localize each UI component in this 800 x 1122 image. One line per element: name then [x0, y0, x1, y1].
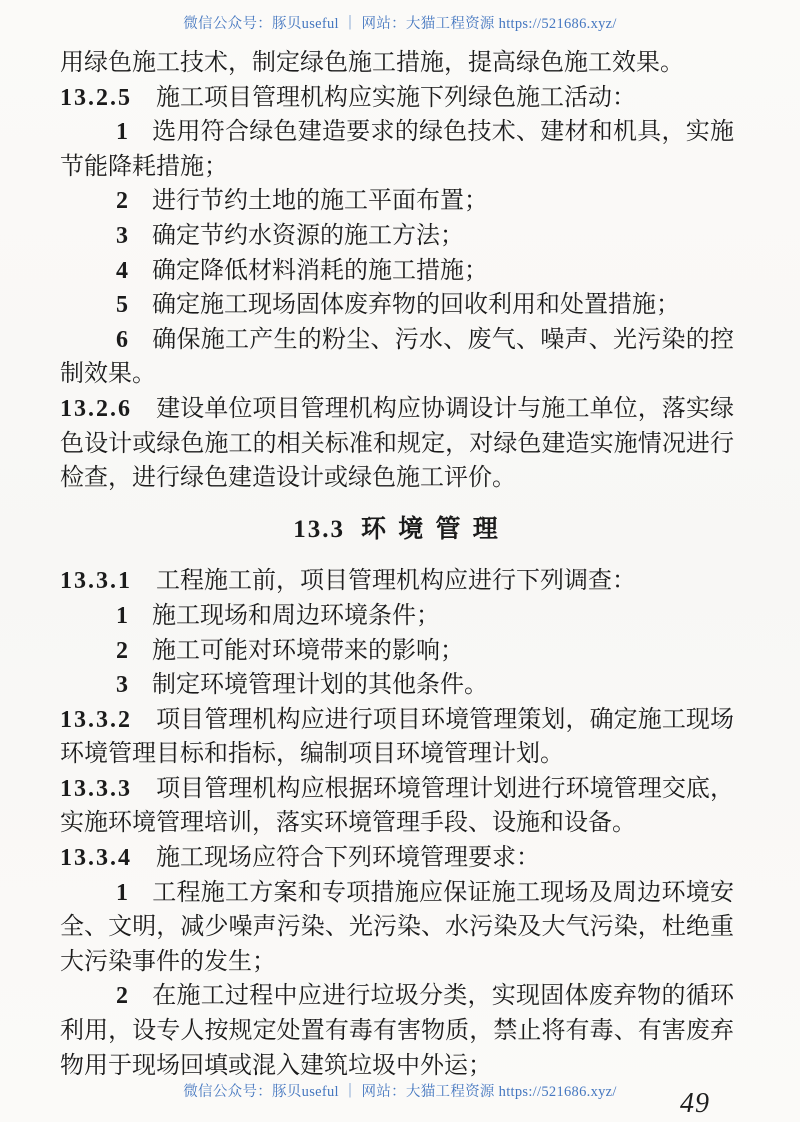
paragraph-text: 在施工过程中应进行垃圾分类，实现固体废弃物的循环利用，设专人按规定处置有毒有害物质，禁止将有毒、有害废弃物用于现场回填或混入建筑垃圾中外运；	[60, 983, 734, 1079]
paragraph-text: 施工现场和周边环境条件；	[152, 602, 440, 629]
clause-number: 13.3.1	[60, 568, 132, 595]
document-body	[60, 46, 734, 1083]
clause-paragraph	[60, 772, 734, 841]
list-item-paragraph	[60, 876, 734, 980]
paragraph-text: 项目管理机构应进行项目环境管理策划，确定施工现场环境管理目标和指标，编制项目环境管理计划。	[60, 706, 734, 768]
list-item-paragraph	[60, 219, 734, 254]
paragraph-text: 进行节约土地的施工平面布置；	[152, 188, 488, 215]
clause-number: 13.3.2	[60, 706, 132, 733]
list-item-paragraph	[60, 254, 734, 289]
continuation-paragraph	[60, 46, 734, 81]
paragraph-text: 制定环境管理计划的其他条件。	[152, 672, 488, 699]
footer-watermark-link[interactable]: 微信公众号：豚贝useful ｜ 网站：大猫工程资源 https://521686.xyz/	[183, 1084, 617, 1100]
item-number: 2	[116, 637, 130, 664]
paragraph-text: 建设单位项目管理机构应协调设计与施工单位，落实绿色设计或绿色施工的相关标准和规定，对绿色建造实施情况进行检查，进行绿色建造设计或绿色施工评价。	[60, 395, 734, 492]
item-number: 1	[116, 119, 130, 146]
section-title: 环 境 管 理	[360, 515, 501, 543]
clause-number: 13.2.5	[60, 84, 132, 111]
item-number: 1	[116, 879, 130, 906]
list-item-paragraph	[60, 288, 734, 323]
paragraph-text: 确定降低材料消耗的施工措施；	[152, 257, 488, 284]
item-number: 1	[116, 602, 130, 629]
clause-paragraph	[60, 81, 734, 116]
paragraph-text: 工程施工前，项目管理机构应进行下列调查：	[156, 568, 636, 595]
list-item-paragraph	[60, 634, 734, 669]
item-number: 5	[116, 292, 130, 319]
list-item-paragraph	[60, 115, 734, 184]
item-number: 3	[116, 222, 130, 249]
paragraph-text: 施工可能对环境带来的影响；	[152, 637, 464, 664]
paragraph-text: 用绿色施工技术，制定绿色施工措施，提高绿色施工效果。	[60, 50, 684, 76]
clause-number: 13.3.3	[60, 775, 132, 802]
paragraph-text: 施工现场应符合下列环境管理要求：	[156, 845, 540, 872]
page-number: 49	[680, 1088, 710, 1119]
item-number: 4	[116, 257, 130, 284]
item-number: 6	[116, 326, 130, 353]
item-number: 2	[116, 983, 130, 1010]
clause-number: 13.3.4	[60, 845, 132, 872]
list-item-paragraph	[60, 599, 734, 634]
paragraph-text: 选用符合绿色建造要求的绿色技术、建材和机具，实施节能降耗措施；	[60, 119, 734, 180]
paragraph-text: 项目管理机构应根据环境管理计划进行环境管理交底，实施环境管理培训，落实环境管理手段、设施和设备。	[60, 775, 734, 837]
list-item-paragraph	[60, 323, 734, 392]
paragraph-text: 确定节约水资源的施工方法；	[152, 222, 464, 249]
list-item-paragraph	[60, 979, 734, 1083]
clause-paragraph	[60, 392, 734, 496]
section-number: 13.3	[293, 515, 345, 543]
item-number: 3	[116, 672, 130, 699]
clause-paragraph	[60, 703, 734, 772]
section-heading	[60, 513, 734, 548]
clause-number: 13.2.6	[60, 395, 132, 422]
clause-paragraph	[60, 841, 734, 876]
item-number: 2	[116, 188, 130, 215]
header-watermark-link[interactable]: 微信公众号：豚贝useful ｜ 网站：大猫工程资源 https://521686.xyz/	[183, 16, 617, 32]
paragraph-text: 工程施工方案和专项措施应保证施工现场及周边环境安全、文明，减少噪声污染、光污染、水污染及大气污染，杜绝重大污染事件的发生；	[60, 879, 734, 975]
list-item-paragraph	[60, 184, 734, 219]
paragraph-text: 确保施工产生的粉尘、污水、废气、噪声、光污染的控制效果。	[60, 326, 734, 388]
paragraph-text: 确定施工现场固体废弃物的回收利用和处置措施；	[152, 292, 680, 319]
list-item-paragraph	[60, 668, 734, 703]
clause-paragraph	[60, 564, 734, 599]
paragraph-text: 施工项目管理机构应实施下列绿色施工活动：	[156, 84, 636, 111]
